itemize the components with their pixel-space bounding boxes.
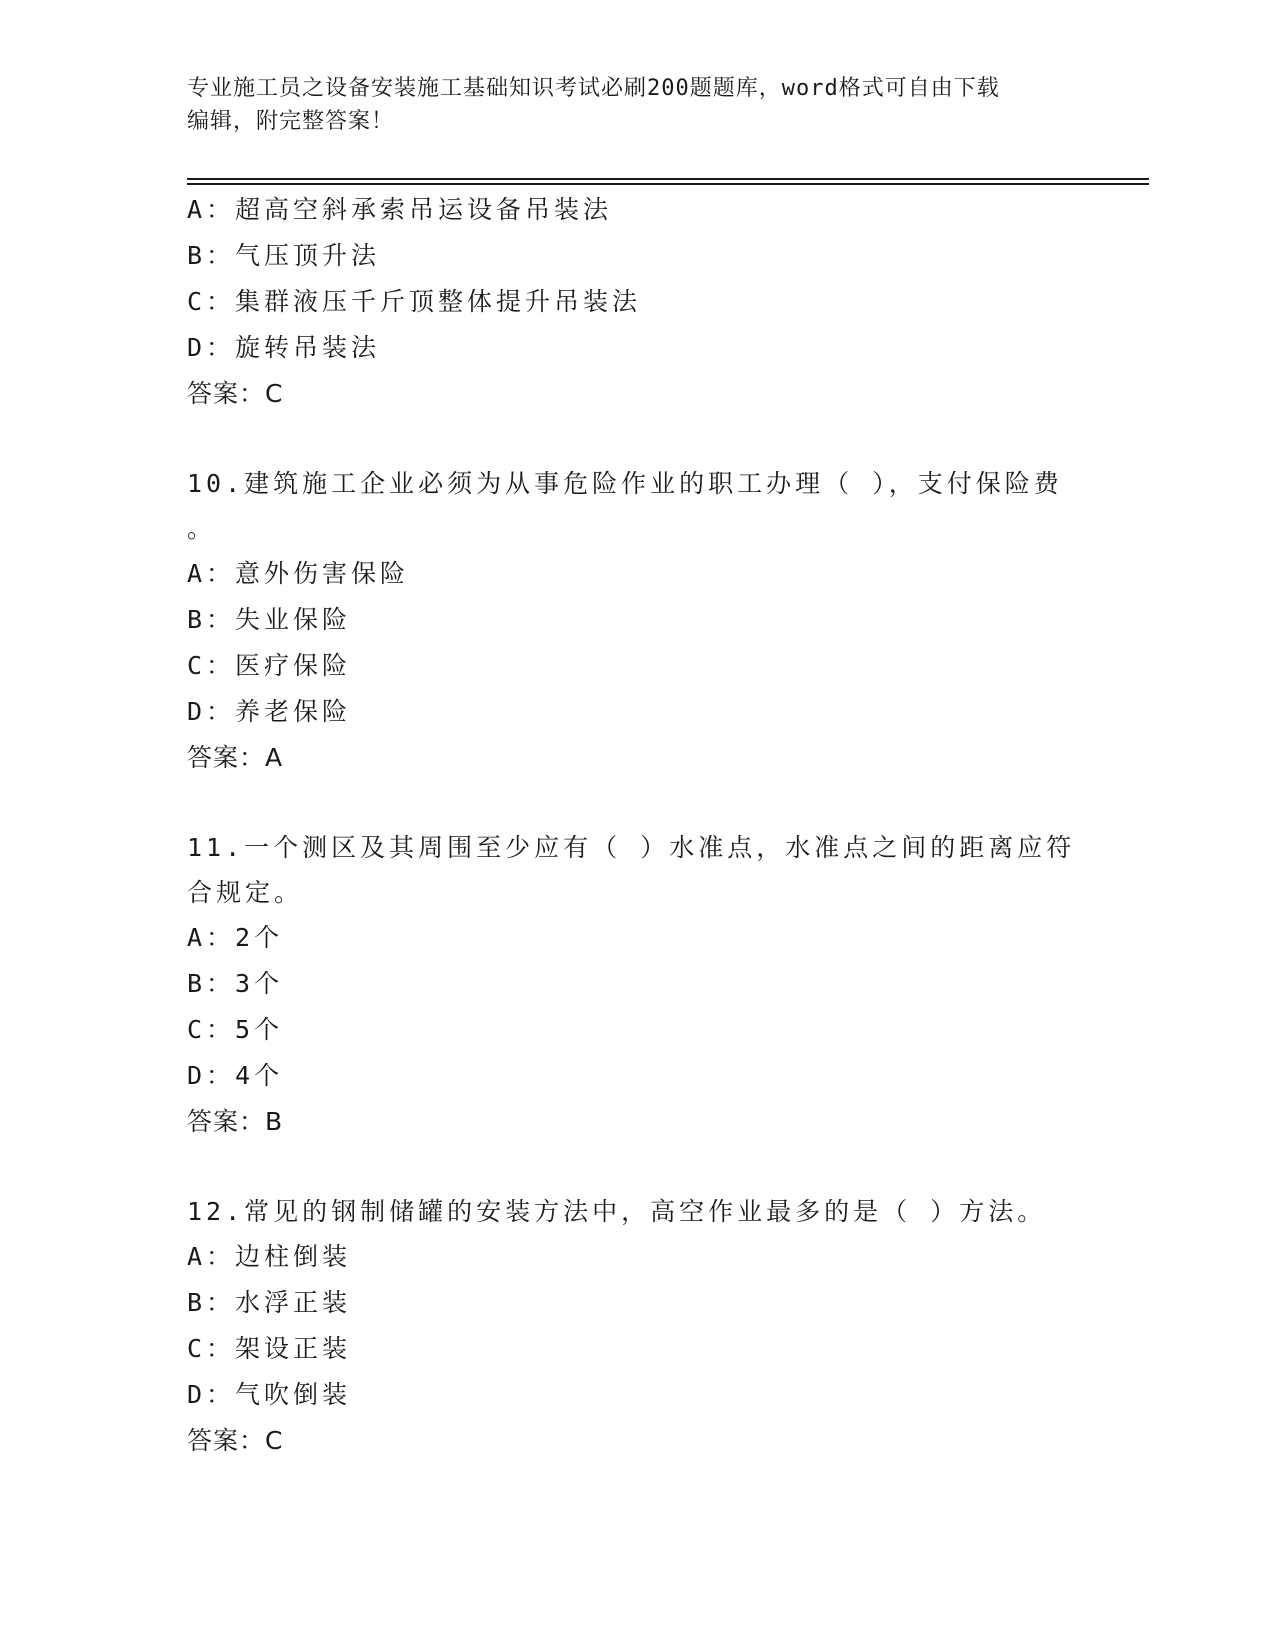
question-text: 11.一个测区及其周围至少应有（ ）水准点，水准点之间的距离应符 <box>187 833 1076 862</box>
question-text-continued: 。 <box>187 514 217 543</box>
answer: 答案：C <box>187 1426 284 1455</box>
question-11 <box>187 825 1087 1145</box>
option-b: B：3个 <box>187 969 284 998</box>
question-text: 10.建筑施工企业必须为从事危险作业的职工办理（ ），支付保险费 <box>187 469 1063 498</box>
option-b: B：水浮正装 <box>187 1288 352 1317</box>
answer: 答案：B <box>187 1107 284 1136</box>
question-text-continued: 合规定。 <box>187 878 304 907</box>
option-d: D：旋转吊装法 <box>187 333 381 362</box>
option-c: C：集群液压千斤顶整体提升吊装法 <box>187 287 642 316</box>
option-a: A：超高空斜承索吊运设备吊装法 <box>187 195 613 224</box>
answer: 答案：A <box>187 743 284 772</box>
option-c: C：5个 <box>187 1015 284 1044</box>
header-rule-bottom <box>187 183 1149 185</box>
question-9 <box>187 187 1087 417</box>
option-d: D：气吹倒装 <box>187 1380 352 1409</box>
answer: 答案：C <box>187 379 284 408</box>
header-rule-top <box>187 178 1149 180</box>
header-title-line-1: 专业施工员之设备安装施工基础知识考试必刷200题题库，word格式可自由下载 <box>187 76 1000 101</box>
option-a: A：边柱倒装 <box>187 1242 352 1271</box>
option-d: D：养老保险 <box>187 697 352 726</box>
question-text: 12.常见的钢制储罐的安装方法中，高空作业最多的是（ ）方法。 <box>187 1197 1047 1226</box>
question-list <box>187 187 1087 1464</box>
option-b: B：失业保险 <box>187 605 352 634</box>
option-a: A：意外伤害保险 <box>187 559 410 588</box>
option-c: C：架设正装 <box>187 1334 352 1363</box>
option-b: B：气压顶升法 <box>187 241 381 270</box>
page-header <box>187 72 1067 138</box>
question-10 <box>187 461 1087 781</box>
option-a: A：2个 <box>187 923 284 952</box>
question-12 <box>187 1189 1087 1464</box>
header-title-line-2: 编辑，附完整答案！ <box>187 109 395 134</box>
option-d: D：4个 <box>187 1061 284 1090</box>
option-c: C：医疗保险 <box>187 651 352 680</box>
